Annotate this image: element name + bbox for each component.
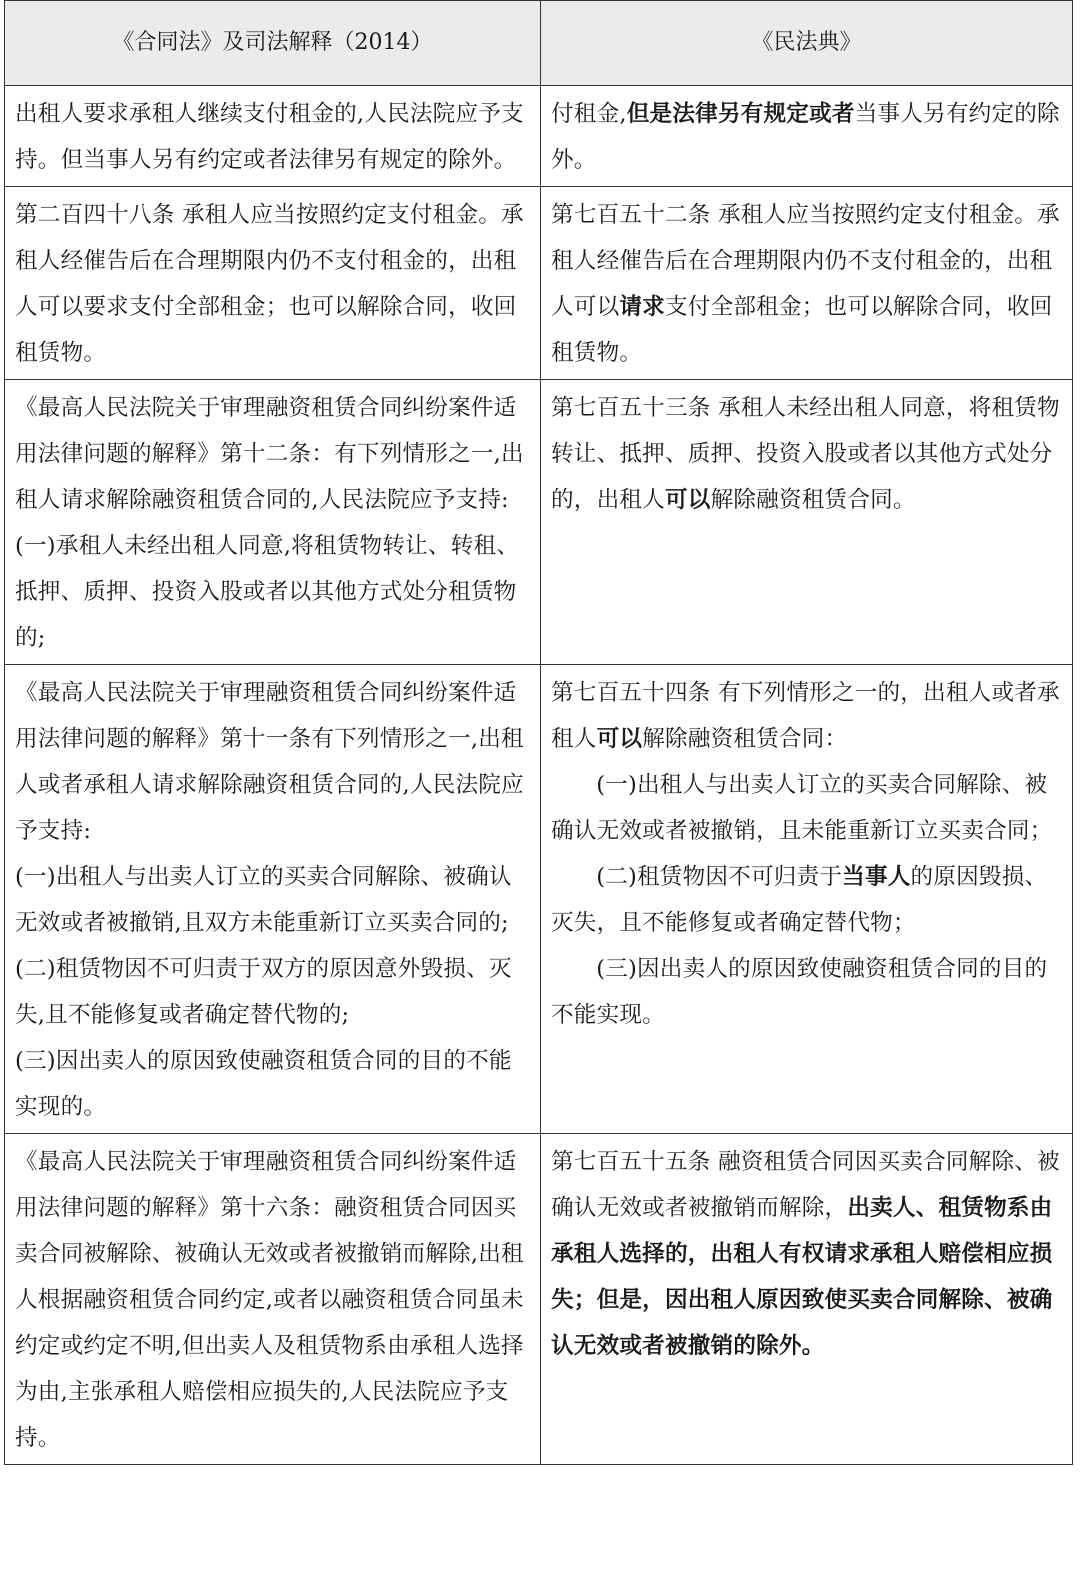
header-contract-law: 《合同法》及司法解释（2014） — [5, 1, 541, 86]
clause-text: 解除融资租赁合同： — [642, 726, 848, 752]
contract-law-paragraph: 第二百四十八条 承租人应当按照约定支付租金。承租人经催告后在合理期限内仍不支付租金的，出租人可以要求支付全部租金；也可以解除合同，收回租赁物。 — [15, 202, 524, 366]
clause-text: 解除融资租赁合同。 — [710, 487, 916, 513]
civil-code-paragraph — [551, 91, 1062, 183]
civil-code-paragraph — [551, 670, 1062, 762]
highlighted-change-text: 当事人 — [842, 864, 911, 890]
contract-law-paragraph: (三)因出卖人的原因致使融资租赁合同的目的不能实现的。 — [15, 1048, 512, 1120]
clause-text: 第七百五十三条 承租人未经出租人同意，将租赁物转让、抵押、质押、投资入股或者以其他方式处分的，出租人 — [551, 395, 1060, 513]
contract-law-cell — [5, 187, 541, 380]
civil-code-paragraph — [551, 1139, 1062, 1369]
contract-law-cell — [5, 380, 541, 665]
civil-code-cell — [541, 86, 1073, 187]
contract-law-cell — [5, 86, 541, 187]
highlighted-change-text: 请求 — [619, 294, 665, 320]
contract-law-paragraph: 《最高人民法院关于审理融资租赁合同纠纷案件适用法律问题的解释》第十一条有下列情形之一,出租人或者承租人请求解除融资租赁合同的,人民法院应予支持: — [15, 680, 524, 844]
clause-text: (二)租赁物因不可归责于 — [596, 864, 843, 890]
civil-code-paragraph — [551, 762, 1062, 854]
clause-text: 的原因毁损、灭失，且不能修复或者确定替代物； — [551, 864, 1048, 936]
table-row — [5, 380, 1073, 665]
civil-code-cell — [541, 380, 1073, 665]
civil-code-cell — [541, 665, 1073, 1134]
table-row — [5, 86, 1073, 187]
header-row — [5, 1, 1073, 86]
civil-code-paragraph — [551, 946, 1062, 1038]
contract-law-paragraph: 出租人要求承租人继续支付租金的,人民法院应予支持。但当事人另有约定或者法律另有规定的除外。 — [15, 101, 524, 173]
highlighted-change-text: 出卖人、租赁物系由承租人选择的，出租人有权请求承租人赔偿相应损失；但是，因出租人原因致使买卖合同解除、被确认无效或者被撤销的除外。 — [551, 1195, 1053, 1359]
clause-text: (一)出租人与出卖人订立的买卖合同解除、被确认无效或者被撤销，且未能重新订立买卖合同； — [551, 772, 1053, 844]
civil-code-paragraph — [551, 854, 1062, 946]
table-row — [5, 665, 1073, 1134]
contract-law-paragraph: (二)租赁物因不可归责于双方的原因意外毁损、灭失,且不能修复或者确定替代物的; — [15, 956, 512, 1028]
table-row — [5, 187, 1073, 380]
clause-text: 第七百五十四条 有下列情形之一的，出租人或者承租人 — [551, 680, 1060, 752]
comparison-table — [4, 0, 1073, 1465]
civil-code-cell — [541, 187, 1073, 380]
civil-code-paragraph — [551, 385, 1062, 523]
highlighted-change-text: 但是法律另有规定或者 — [626, 101, 855, 127]
contract-law-paragraph: 《最高人民法院关于审理融资租赁合同纠纷案件适用法律问题的解释》第十六条：融资租赁合同因买卖合同被解除、被确认无效或者被撤销而解除,出租人根据融资租赁合同约定,或者以融资租赁合同虽未约定或约定不明,但出卖人及租赁物系由承租人选择为由,主张承租人赔偿相应损失的,人民法院应予支持。 — [15, 1149, 524, 1451]
clause-text: 第七百五十五条 融资租赁合同因买卖合同解除、被确认无效或者被撤销而解除， — [551, 1149, 1060, 1221]
clause-text: 支付全部租金；也可以解除合同，收回租赁物。 — [551, 294, 1053, 366]
contract-law-cell — [5, 1134, 541, 1465]
contract-law-paragraph: (一)出租人与出卖人订立的买卖合同解除、被确认无效或者被撤销,且双方未能重新订立买卖合同的; — [15, 864, 512, 936]
clause-text: (三)因出卖人的原因致使融资租赁合同的目的不能实现。 — [551, 956, 1048, 1028]
highlighted-change-text: 可以 — [596, 726, 643, 752]
civil-code-paragraph — [551, 192, 1062, 376]
highlighted-change-text: 可以 — [664, 487, 711, 513]
clause-text: 当事人另有约定的除外。 — [551, 101, 1060, 173]
contract-law-cell — [5, 665, 541, 1134]
header-civil-code: 《民法典》 — [541, 1, 1073, 86]
clause-text: 第七百五十二条 承租人应当按照约定支付租金。承租人经催告后在合理期限内仍不支付租金的，出租人可以 — [551, 202, 1060, 320]
contract-law-paragraph: 《最高人民法院关于审理融资租赁合同纠纷案件适用法律问题的解释》第十二条：有下列情形之一,出租人请求解除融资租赁合同的,人民法院应予支持: — [15, 395, 524, 513]
clause-text: 付租金, — [551, 101, 627, 127]
table-row — [5, 1134, 1073, 1465]
civil-code-cell — [541, 1134, 1073, 1465]
contract-law-paragraph: (一)承租人未经出租人同意,将租赁物转让、转租、抵押、质押、投资入股或者以其他方式处分租赁物的; — [15, 533, 520, 651]
